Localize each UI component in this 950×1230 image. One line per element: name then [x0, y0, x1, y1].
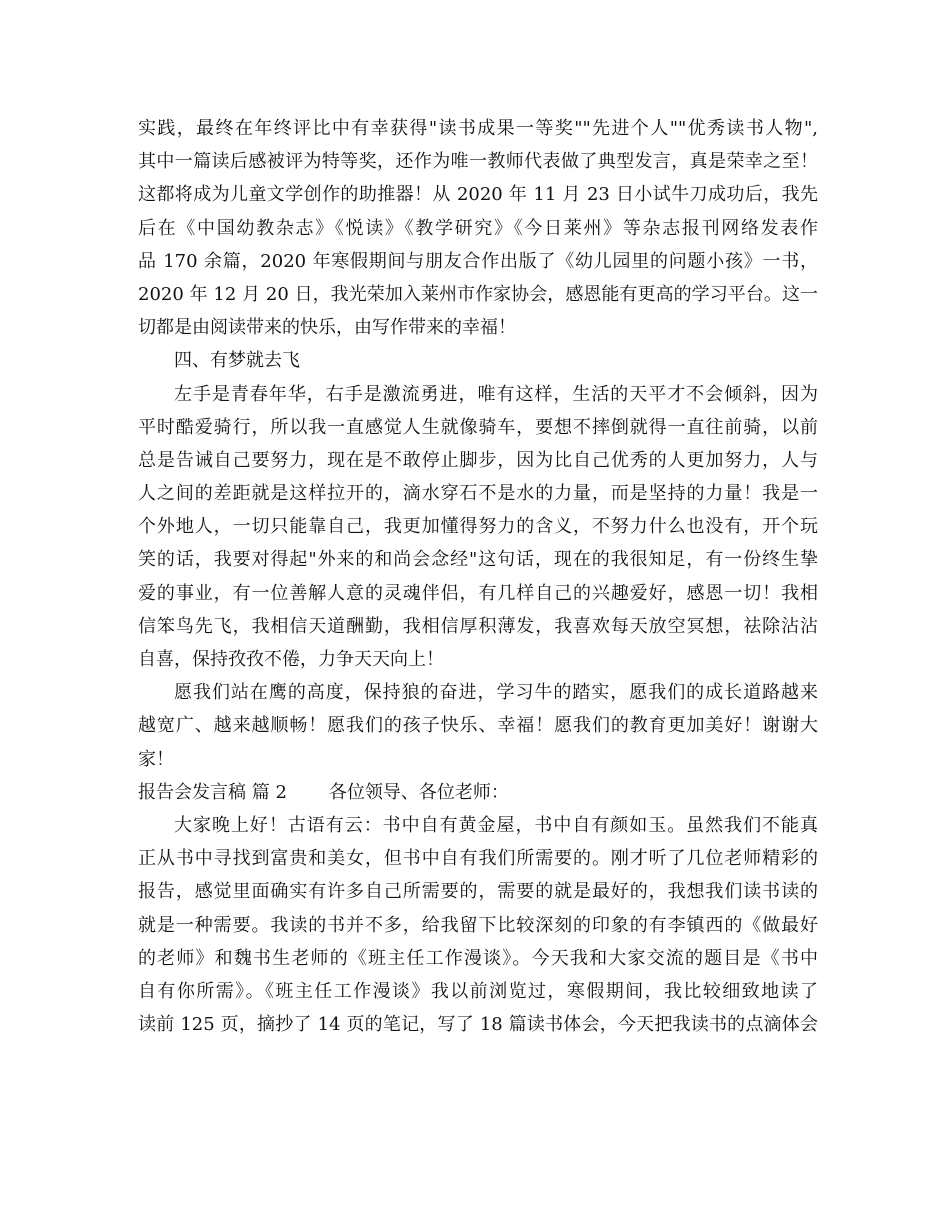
text-line: 自喜，保持孜孜不倦，力争天天向上！	[138, 649, 444, 670]
salutation: 各位领导、各位老师：	[328, 781, 509, 803]
text-line: 切都是由阅读带来的快乐，由写作带来的幸福！	[138, 317, 516, 339]
text-line: 正从书中寻找到富贵和美女，但书中自有我们所需要的。刚才听了几位老师精彩的	[138, 848, 818, 870]
text-line: 大家晚上好！古语有云：书中自有黄金屋，书中自有颜如玉。虽然我们不能真	[174, 814, 818, 836]
text-line: 这都将成为儿童文学创作的助推器！从 2020 年 11 月 23 日小试牛刀成功后，我先	[138, 184, 818, 206]
section-heading-line	[138, 776, 818, 809]
text-line: 个外地人，一切只能靠自己，我更加懂得努力的含义，不努力什么也没有，开个玩	[138, 516, 818, 538]
body-part-2	[138, 809, 818, 1041]
text-line: 总是告诫自己要努力，现在是不敢停止脚步，因为比自己优秀的人更加努力，人与	[138, 449, 818, 471]
section-title: 报告会发言稿 篇 2	[138, 781, 287, 803]
text-line: 后在《中国幼教杂志》《悦读》《教学研究》《今日莱州》等杂志报刊网络发表作	[138, 217, 818, 239]
text-line: 家！	[138, 748, 174, 770]
text-line: 四、有梦就去飞	[174, 350, 300, 372]
text-line: 笑的话，我要对得起"外来的和尚会念经"这句话，现在的我很知足，有一份终生挚	[138, 549, 818, 571]
text-line: 愿我们站在鹰的高度，保持狼的奋进，学习牛的踏实，愿我们的成长道路越来	[174, 682, 818, 704]
text-line: 平时酷爱骑行，所以我一直感觉人生就像骑车，要想不摔倒就得一直往前骑，以前	[138, 416, 818, 438]
text-line: 品 170 余篇，2020 年寒假期间与朋友合作出版了《幼儿园里的问题小孩》一书，	[138, 250, 818, 272]
text-line: 就是一种需要。我读的书并不多，给我留下比较深刻的印象的有李镇西的《做最好	[138, 914, 818, 936]
text-line: 实践，最终在年终评比中有幸获得"读书成果一等奖""先进个人""优秀读书人物",	[138, 118, 818, 139]
body-part-1	[138, 112, 818, 776]
text-line: 读前 125 页，摘抄了 14 页的笔记，写了 18 篇读书体会，今天把我读书的点滴体会	[138, 1014, 818, 1036]
text-line: 越宽广、越来越顺畅！愿我们的孩子快乐、幸福！愿我们的教育更加美好！谢谢大	[138, 715, 818, 737]
text-line: 自有你所需》。《班主任工作漫谈》我以前浏览过，寒假期间，我比较细致地读了	[138, 980, 818, 1002]
text-line: 的老师》和魏书生老师的《班主任工作漫谈》。今天我和大家交流的题目是《书中	[138, 947, 818, 969]
text-line: 2020 年 12 月 20 日，我光荣加入莱州市作家协会，感恩能有更高的学习平台。这一	[138, 283, 818, 305]
text-line: 左手是青春年华，右手是激流勇进，唯有这样，生活的天平才不会倾斜，因为	[174, 383, 818, 405]
text-line: 人之间的差距就是这样拉开的，滴水穿石不是水的力量，而是坚持的力量！我是一	[138, 483, 818, 505]
text-line: 其中一篇读后感被评为特等奖，还作为唯一教师代表做了典型发言，真是荣幸之至！	[138, 151, 818, 173]
text-line: 信笨鸟先飞，我相信天道酬勤，我相信厚积薄发，我喜欢每天放空冥想，祛除沾沾	[138, 615, 818, 637]
document-body	[138, 112, 818, 1041]
text-line: 爱的事业，有一位善解人意的灵魂伴侣，有几样自己的兴趣爱好，感恩一切！我相	[138, 582, 818, 604]
text-line: 报告，感觉里面确实有许多自己所需要的，需要的就是最好的，我想我们读书读的	[138, 881, 818, 903]
